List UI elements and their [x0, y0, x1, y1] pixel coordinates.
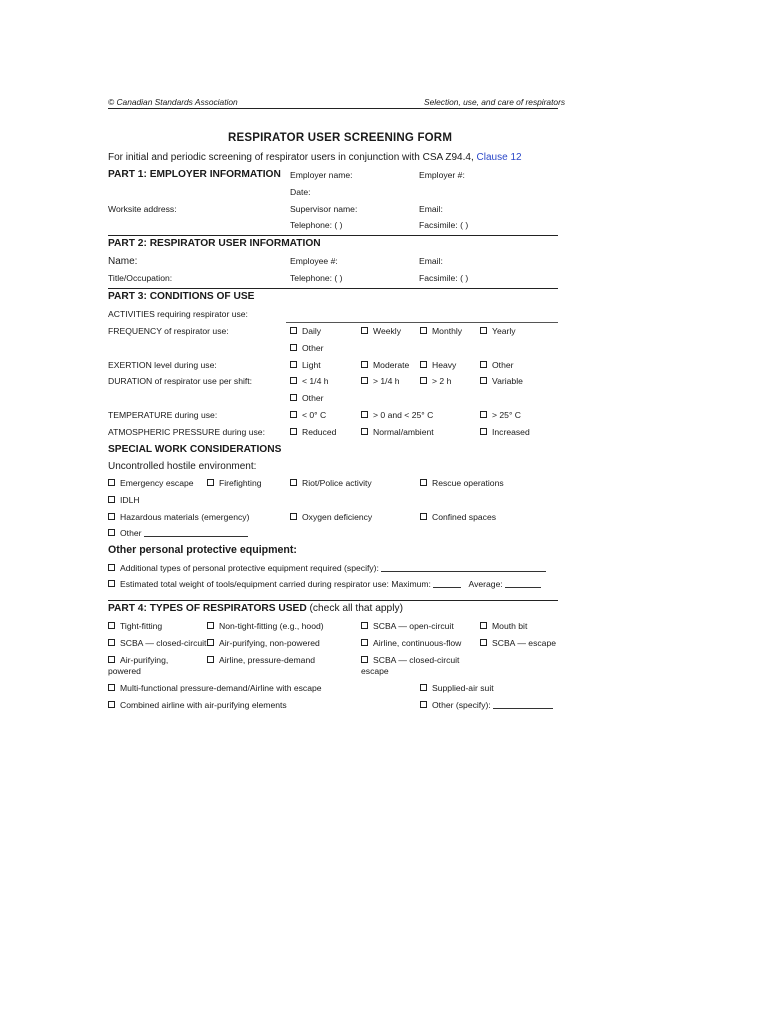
resp-supplied-air-suit[interactable] — [420, 683, 494, 694]
option-label: Combined airline with air-purifying elements — [120, 700, 287, 710]
resp-multi-functional[interactable] — [108, 683, 322, 694]
resp-combined-airline[interactable] — [108, 700, 287, 711]
part3-rule — [108, 600, 558, 601]
special-confined[interactable] — [420, 512, 496, 523]
option-label: Air-purifying, non-powered — [219, 638, 320, 648]
form-intro — [108, 152, 522, 163]
clause-link[interactable]: Clause 12 — [476, 152, 522, 163]
checkbox-icon[interactable] — [207, 622, 214, 629]
part4-heading-note: (check all that apply) — [309, 603, 403, 614]
checkbox-icon[interactable] — [290, 361, 297, 368]
form-title: RESPIRATOR USER SCREENING FORM — [228, 132, 453, 144]
user-telephone-label: Telephone: ( ) — [290, 273, 343, 283]
checkbox-icon[interactable] — [108, 513, 115, 520]
option-label: Other — [302, 343, 324, 353]
employer-number-label: Employer #: — [419, 170, 465, 180]
exertion-moderate[interactable] — [361, 360, 409, 371]
duration-over-quarter[interactable] — [361, 376, 400, 387]
checkbox-icon[interactable] — [420, 684, 427, 691]
checkbox-icon[interactable] — [108, 684, 115, 691]
duration-under-quarter[interactable] — [290, 376, 329, 387]
option-label: > 1/4 h — [373, 376, 400, 386]
checkbox-icon[interactable] — [290, 377, 297, 384]
checkbox-icon[interactable] — [290, 513, 297, 520]
option-label: SCBA — escape — [492, 638, 557, 648]
resp-apr-non-powered[interactable] — [207, 638, 320, 649]
checkbox-icon[interactable] — [361, 327, 368, 334]
duration-other[interactable] — [290, 393, 324, 404]
pressure-label: ATMOSPHERIC PRESSURE during use: — [108, 427, 265, 437]
ppe-additional[interactable] — [108, 563, 546, 574]
option-label: Monthly — [432, 326, 463, 336]
ppe-weight[interactable] — [108, 579, 541, 590]
part4-heading-text: PART 4: TYPES OF RESPIRATORS USED — [108, 603, 307, 614]
checkbox-icon[interactable] — [361, 428, 368, 435]
employer-telephone-label: Telephone: ( ) — [290, 220, 343, 230]
temperature-below-zero[interactable] — [290, 410, 326, 421]
option-label: > 2 h — [432, 376, 452, 386]
checkbox-icon[interactable] — [207, 656, 214, 663]
option-label: Mouth bit — [492, 621, 528, 631]
checkbox-icon[interactable] — [108, 622, 115, 629]
option-label: < 0° C — [302, 410, 327, 420]
checkbox-icon[interactable] — [420, 361, 427, 368]
resp-non-tight-fitting[interactable] — [207, 621, 324, 632]
checkbox-icon[interactable] — [108, 479, 115, 486]
pressure-reduced[interactable] — [290, 427, 336, 438]
frequency-other[interactable] — [290, 343, 324, 354]
option-label: Airline, pressure-demand — [219, 655, 316, 665]
employer-email-label: Email: — [419, 204, 443, 214]
part1-rule — [108, 235, 558, 236]
frequency-daily[interactable] — [290, 326, 321, 337]
option-label: Supplied-air suit — [432, 683, 494, 693]
checkbox-icon[interactable] — [420, 513, 427, 520]
checkbox-icon[interactable] — [361, 377, 368, 384]
checkbox-icon[interactable] — [290, 428, 297, 435]
option-label: Tight-fitting — [120, 621, 163, 631]
ppe-heading: Other personal protective equipment: — [108, 544, 297, 556]
exertion-other[interactable] — [480, 360, 514, 371]
date-label: Date: — [290, 187, 311, 197]
duration-variable[interactable] — [480, 376, 523, 387]
option-label: SCBA — closed-circuit — [120, 638, 207, 648]
exertion-label: EXERTION level during use: — [108, 360, 217, 370]
temperature-mid[interactable] — [361, 410, 433, 421]
uncontrolled-label: Uncontrolled hostile environment: — [108, 461, 257, 472]
resp-other-field[interactable] — [493, 700, 553, 709]
checkbox-icon[interactable] — [290, 327, 297, 334]
option-label: Other (specify): — [432, 700, 491, 710]
checkbox-icon[interactable] — [290, 394, 297, 401]
duration-over-two[interactable] — [420, 376, 451, 387]
resp-scba-escape[interactable] — [480, 638, 556, 649]
option-label: Increased — [492, 427, 530, 437]
duration-label: DURATION of respirator use per shift: — [108, 376, 253, 386]
special-firefighting[interactable] — [207, 478, 262, 489]
option-label: Emergency escape — [120, 478, 194, 488]
user-name-label: Name: — [108, 256, 138, 267]
special-heading: SPECIAL WORK CONSIDERATIONS — [108, 444, 282, 455]
option-label: Daily — [302, 326, 322, 336]
employer-name-label: Employer name: — [290, 170, 353, 180]
ppe-average-label: Average: — [468, 579, 503, 589]
option-label: SCBA — open-circuit — [373, 621, 454, 631]
temperature-above-25[interactable] — [480, 410, 521, 421]
checkbox-icon[interactable] — [108, 656, 115, 663]
frequency-label: FREQUENCY of respirator use: — [108, 326, 229, 336]
option-label: Air-purifying, — [120, 655, 169, 665]
employee-number-label: Employee #: — [290, 256, 338, 266]
ppe-average-field[interactable] — [505, 579, 541, 588]
checkbox-icon[interactable] — [108, 639, 115, 646]
temperature-label: TEMPERATURE during use: — [108, 410, 218, 420]
special-oxygen[interactable] — [290, 512, 372, 523]
option-label: Weekly — [373, 326, 402, 336]
checkbox-icon[interactable] — [361, 622, 368, 629]
special-riot[interactable] — [290, 478, 372, 489]
special-other[interactable] — [108, 528, 248, 539]
option-label: Normal/ambient — [373, 427, 434, 437]
checkbox-icon[interactable] — [480, 639, 487, 646]
resp-other[interactable] — [420, 700, 553, 711]
checkbox-icon[interactable] — [108, 496, 115, 503]
option-label: Firefighting — [219, 478, 262, 488]
checkbox-icon[interactable] — [420, 701, 427, 708]
resp-tight-fitting[interactable] — [108, 621, 162, 632]
exertion-heavy[interactable] — [420, 360, 456, 371]
option-label: Hazardous materials (emergency) — [120, 512, 250, 522]
special-emergency-escape[interactable] — [108, 478, 194, 489]
activities-label: ACTIVITIES requiring respirator use: — [108, 309, 248, 319]
option-label: Rescue operations — [432, 478, 504, 488]
option-label: SCBA — closed-circuit — [373, 655, 460, 665]
option-label: Other — [492, 360, 514, 370]
resp-scba-closed-escape-line2: escape — [361, 666, 389, 676]
option-label: < 1/4 h — [302, 376, 329, 386]
checkbox-icon[interactable] — [108, 564, 115, 571]
checkbox-icon[interactable] — [361, 411, 368, 418]
option-label: Variable — [492, 376, 523, 386]
option-label: Multi-functional pressure-demand/Airline with escape — [120, 683, 322, 693]
checkbox-icon[interactable] — [480, 377, 487, 384]
frequency-weekly[interactable] — [361, 326, 401, 337]
frequency-yearly[interactable] — [480, 326, 516, 337]
checkbox-icon[interactable] — [361, 656, 368, 663]
special-idlh[interactable] — [108, 495, 140, 506]
part3-heading: PART 3: CONDITIONS OF USE — [108, 291, 255, 302]
resp-scba-open[interactable] — [361, 621, 454, 632]
part2-rule — [108, 288, 558, 289]
option-label: Riot/Police activity — [302, 478, 372, 488]
option-label: Confined spaces — [432, 512, 497, 522]
ppe-max-field[interactable] — [433, 579, 461, 588]
special-hazmat[interactable] — [108, 512, 249, 523]
checkbox-icon[interactable] — [420, 377, 427, 384]
option-label: Additional types of personal protective equipment required (specify): — [120, 563, 379, 573]
checkbox-icon[interactable] — [207, 639, 214, 646]
resp-scba-closed-escape[interactable] — [361, 655, 459, 666]
checkbox-icon[interactable] — [480, 327, 487, 334]
checkbox-icon[interactable] — [290, 479, 297, 486]
option-label: Oxygen deficiency — [302, 512, 373, 522]
checkbox-icon[interactable] — [108, 529, 115, 536]
part2-heading: PART 2: RESPIRATOR USER INFORMATION — [108, 238, 321, 249]
option-label: Reduced — [302, 427, 337, 437]
resp-apr-powered[interactable] — [108, 655, 168, 666]
option-label: Estimated total weight of tools/equipment carried during respirator use: Maximum: — [120, 579, 431, 589]
user-facsimile-label: Facsimile: ( ) — [419, 273, 469, 283]
option-label: Airline, continuous-flow — [373, 638, 462, 648]
resp-airline-continuous[interactable] — [361, 638, 461, 649]
exertion-light[interactable] — [290, 360, 321, 371]
checkbox-icon[interactable] — [108, 580, 115, 587]
activities-rule — [286, 322, 558, 323]
option-label: Moderate — [373, 360, 410, 370]
checkbox-icon[interactable] — [108, 701, 115, 708]
checkbox-icon[interactable] — [480, 622, 487, 629]
part4-heading — [108, 603, 403, 614]
checkbox-icon[interactable] — [207, 479, 214, 486]
header-right: Selection, use, and care of respirators — [424, 97, 566, 107]
option-label: Heavy — [432, 360, 457, 370]
option-label: Non-tight-fitting (e.g., hood) — [219, 621, 324, 631]
option-label: Other — [120, 528, 142, 538]
checkbox-icon[interactable] — [480, 411, 487, 418]
option-label: Other — [302, 393, 324, 403]
option-label: IDLH — [120, 495, 140, 505]
pressure-normal[interactable] — [361, 427, 434, 438]
part1-heading: PART 1: EMPLOYER INFORMATION — [108, 169, 281, 180]
resp-apr-powered-line2: powered — [108, 666, 141, 676]
title-occupation-label: Title/Occupation: — [108, 273, 173, 283]
special-rescue[interactable] — [420, 478, 504, 489]
checkbox-icon[interactable] — [480, 361, 487, 368]
supervisor-name-label: Supervisor name: — [290, 204, 358, 214]
option-label: Yearly — [492, 326, 516, 336]
header-left: © Canadian Standards Association — [108, 97, 238, 107]
frequency-monthly[interactable] — [420, 326, 462, 337]
form-intro-text: For initial and periodic screening of respirator users in conjunction with CSA Z94.4, — [108, 152, 474, 163]
checkbox-icon[interactable] — [290, 411, 297, 418]
special-other-field[interactable] — [144, 528, 248, 537]
checkbox-icon[interactable] — [480, 428, 487, 435]
resp-scba-closed[interactable] — [108, 638, 206, 649]
checkbox-icon[interactable] — [361, 361, 368, 368]
checkbox-icon[interactable] — [290, 344, 297, 351]
employer-facsimile-label: Facsimile: ( ) — [419, 220, 469, 230]
checkbox-icon[interactable] — [361, 639, 368, 646]
resp-mouth-bit[interactable] — [480, 621, 527, 632]
pressure-increased[interactable] — [480, 427, 530, 438]
ppe-additional-field[interactable] — [381, 563, 546, 572]
option-label: > 0 and < 25° C — [373, 410, 434, 420]
option-label: > 25° C — [492, 410, 521, 420]
user-email-label: Email: — [419, 256, 443, 266]
checkbox-icon[interactable] — [420, 327, 427, 334]
header-rule — [108, 108, 558, 109]
worksite-address-label: Worksite address: — [108, 204, 177, 214]
resp-airline-pressure-demand[interactable] — [207, 655, 315, 666]
checkbox-icon[interactable] — [420, 479, 427, 486]
option-label: Light — [302, 360, 321, 370]
